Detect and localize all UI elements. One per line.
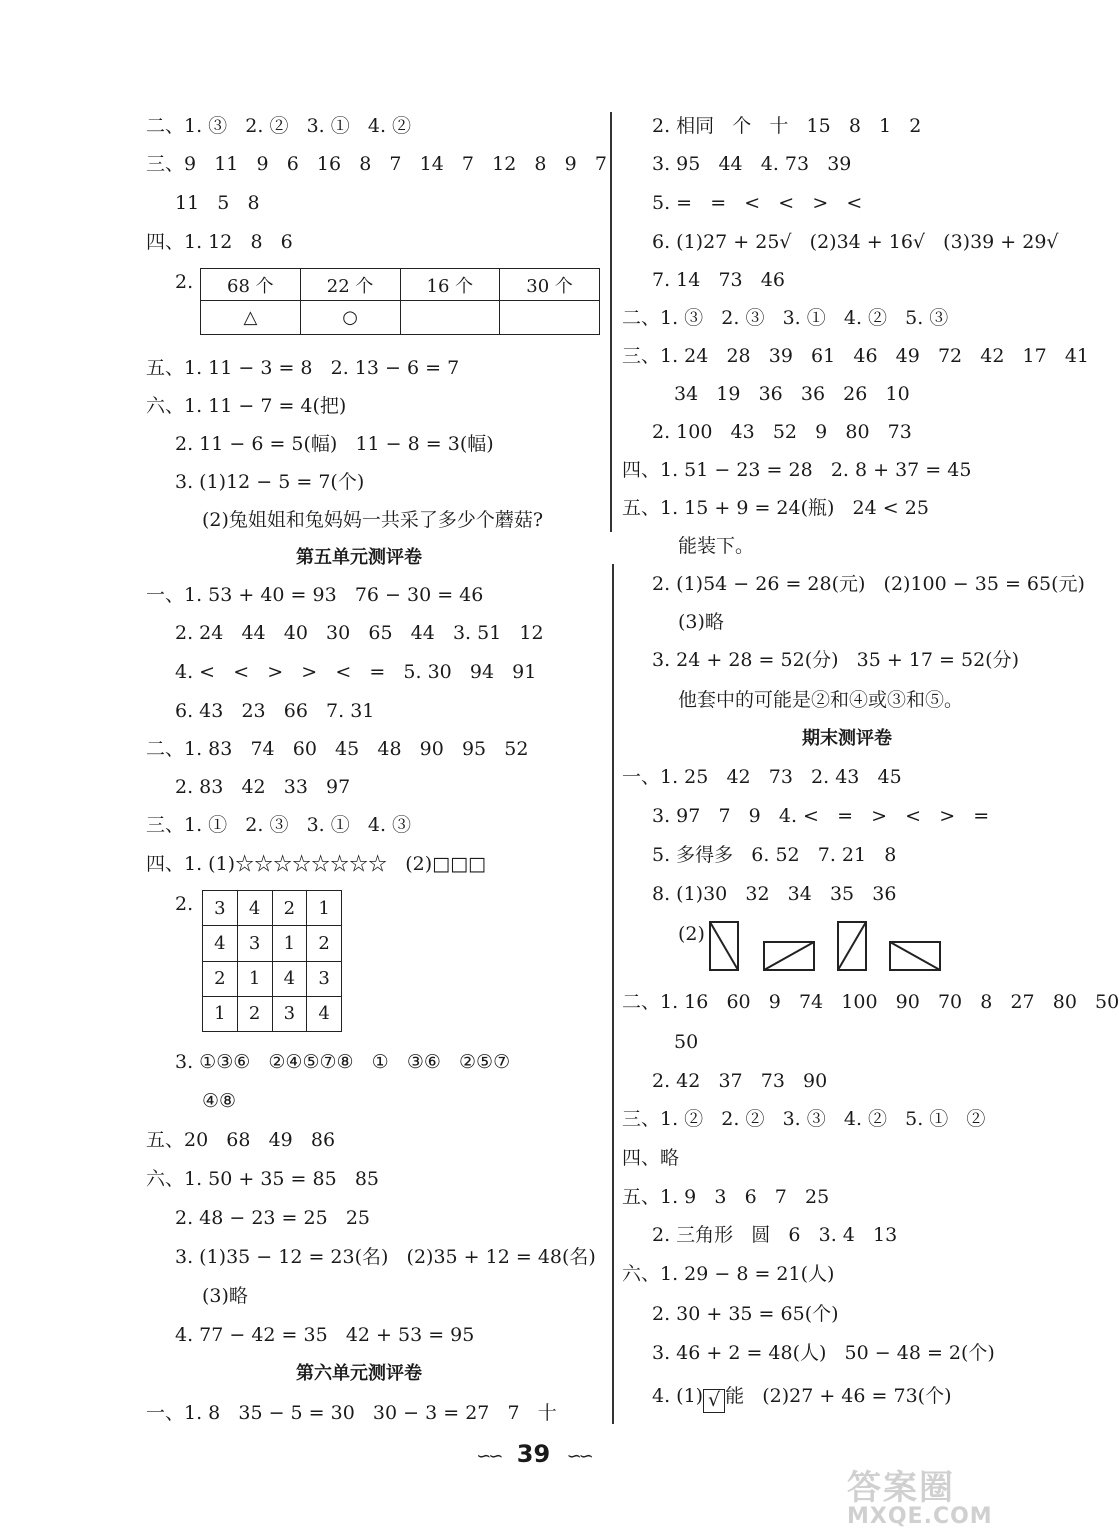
grid-cell: 1 [237, 961, 272, 996]
item-prefix: 4. (1) [652, 1385, 704, 1407]
answer-line: 3. (1)35 − 12 = 23(名) (2)35 + 12 = 48(名) [175, 1246, 596, 1268]
divided-rectangles-figure [706, 918, 946, 974]
grid-cell: 4 [307, 996, 342, 1031]
wave-ornament-right-icon: ∽∽ [566, 1446, 591, 1467]
grid-cell: 1 [203, 996, 238, 1031]
answer-line: 一、1. 53 + 40 = 93 76 − 30 = 46 [146, 584, 484, 606]
table-head-cell: 22 个 [300, 269, 400, 301]
item-number: 2. [175, 271, 194, 293]
answer-line: 三、9 11 9 6 16 8 7 14 7 12 8 9 7 [146, 153, 607, 175]
grid-cell: 2 [272, 891, 307, 926]
section-heading-unit6: 第六单元测评卷 [296, 1363, 422, 1384]
answer-line: 二、1. 16 60 9 74 100 90 70 8 27 80 50 [622, 991, 1119, 1013]
table-head-cell: 68 个 [201, 269, 301, 301]
answer-line: 2. 42 37 73 90 [652, 1070, 828, 1092]
answer-line: 2. 100 43 52 9 80 73 [652, 421, 912, 443]
diagonal-line [890, 942, 940, 970]
answer-line: 三、1. ② 2. ② 3. ③ 4. ② 5. ① ② [622, 1108, 986, 1130]
answer-line: 6. 43 23 66 7. 31 [175, 700, 375, 722]
answer-line: 五、1. 9 3 6 7 25 [622, 1186, 830, 1208]
answer-line: 2. (1)54 − 26 = 28(元) (2)100 − 35 = 65(元) [652, 573, 1085, 595]
page-footer [0, 1440, 1067, 1468]
answer-line: 3. (1)12 − 5 = 7(个) [175, 471, 365, 493]
answer-line: 3. 24 + 28 = 52(分) 35 + 17 = 52(分) [652, 649, 1019, 671]
number-grid [202, 890, 342, 1032]
column-divider-top [610, 112, 612, 532]
diagonal-line [838, 922, 866, 970]
answer-line: 六、1. 29 − 8 = 21(人) [622, 1263, 835, 1285]
answer-line: 5. = = < < > < [652, 192, 863, 214]
answer-table-shapes [200, 268, 600, 335]
diagonal-line [764, 942, 814, 970]
section-heading-unit5: 第五单元测评卷 [296, 547, 422, 568]
watermark-url: MXQE.COM [847, 1504, 993, 1529]
item-number: 2. [175, 893, 194, 915]
table-head-cell: 30 个 [500, 269, 600, 301]
wave-ornament-left-icon: ∽∽ [476, 1446, 501, 1467]
answer-line: 2. 30 + 35 = 65(个) [652, 1303, 839, 1325]
table-head-cell: 16 个 [400, 269, 500, 301]
answer-line: 3. 97 7 9 4. < = > < > = [652, 805, 990, 827]
right-column [618, 0, 1119, 1536]
grid-cell: 3 [272, 996, 307, 1031]
item-number: (2) [678, 923, 705, 945]
page-number: 39 [516, 1440, 551, 1468]
answer-line: (3)略 [678, 611, 724, 633]
answer-line: 5. 多得多 6. 52 7. 21 8 [652, 844, 897, 866]
grid-cell: 3 [307, 961, 342, 996]
answer-line: 34 19 36 36 26 10 [674, 383, 910, 405]
answer-line: 四、1. 12 8 6 [146, 231, 293, 253]
answer-line: 3. 46 + 2 = 48(人) 50 − 48 = 2(个) [652, 1342, 995, 1364]
answer-line: 二、1. 83 74 60 45 48 90 95 52 [146, 738, 529, 760]
item-suffix: 能 (2)27 + 46 = 73(个) [725, 1385, 952, 1407]
answer-line: 2. 三角形 圆 6 3. 4 13 [652, 1224, 898, 1246]
answer-line: 二、1. ③ 2. ③ 3. ① 4. ② 5. ③ [622, 307, 949, 329]
answer-line: 2. 83 42 33 97 [175, 776, 351, 798]
answer-line [652, 1384, 951, 1413]
circle-symbol: ○ [300, 301, 400, 335]
grid-cell: 1 [307, 891, 342, 926]
section-heading-final: 期末测评卷 [802, 728, 892, 749]
answer-line: 4. < < > > < = 5. 30 94 91 [175, 661, 537, 683]
answer-line: ④⑧ [202, 1090, 237, 1112]
table-cell [400, 301, 500, 335]
answer-line: 五、1. 15 + 9 = 24(瓶) 24 < 25 [622, 497, 929, 519]
answer-line: 一、1. 25 42 73 2. 43 45 [622, 766, 902, 788]
table-cell [500, 301, 600, 335]
answer-line: 四、1. (1)☆☆☆☆☆☆☆☆ (2)□□□ [146, 853, 486, 875]
grid-cell: 1 [272, 926, 307, 961]
watermark-text: 答案圈 [847, 1468, 955, 1508]
grid-cell: 2 [203, 961, 238, 996]
answer-line: 他套中的可能是②和④或③和⑤。 [678, 689, 964, 711]
answer-line: 2. 48 − 23 = 25 25 [175, 1207, 370, 1229]
grid-cell: 4 [272, 961, 307, 996]
answer-line: 三、1. 24 28 39 61 46 49 72 42 17 41 [622, 345, 1090, 367]
answer-line: (2)兔姐姐和兔妈妈一共采了多少个蘑菇? [202, 509, 544, 531]
site-watermark-logo [847, 1470, 1047, 1530]
column-divider-bottom [612, 564, 614, 1424]
grid-cell: 2 [307, 926, 342, 961]
triangle-symbol: △ [201, 301, 301, 335]
answer-line: 三、1. ① 2. ③ 3. ① 4. ③ [146, 814, 412, 836]
diagonal-line [710, 922, 738, 970]
answer-line: 6. (1)27 + 25√ (2)34 + 16√ (3)39 + 29√ [652, 231, 1059, 253]
answer-line: 六、1. 11 − 7 = 4(把) [146, 395, 347, 417]
answer-line: 能装下。 [678, 535, 755, 557]
grid-cell: 4 [237, 891, 272, 926]
grid-cell: 3 [203, 891, 238, 926]
answer-line: 二、1. ③ 2. ② 3. ① 4. ② [146, 115, 412, 137]
answer-line: (3)略 [202, 1285, 248, 1307]
answer-line: 3. 95 44 4. 73 39 [652, 153, 852, 175]
answer-line: 2. 11 − 6 = 5(幅) 11 − 8 = 3(幅) [175, 433, 494, 455]
checkmark-box: √ [703, 1389, 725, 1413]
answer-line: 11 5 8 [175, 192, 260, 214]
grid-cell: 2 [237, 996, 272, 1031]
grid-cell: 3 [237, 926, 272, 961]
answer-line: 3. ①③⑥ ②④⑤⑦⑧ ① ③⑥ ②⑤⑦ [175, 1051, 511, 1073]
answer-line: 8. (1)30 32 34 35 36 [652, 883, 897, 905]
answer-line: 2. 24 44 40 30 65 44 3. 51 12 [175, 622, 544, 644]
answer-line: 50 [674, 1031, 699, 1053]
answer-line: 四、1. 51 − 23 = 28 2. 8 + 37 = 45 [622, 459, 972, 481]
answer-line: 2. 相同 个 十 15 8 1 2 [652, 115, 922, 137]
answer-line: 一、1. 8 35 − 5 = 30 30 − 3 = 27 7 十 [146, 1402, 557, 1424]
grid-cell: 4 [203, 926, 238, 961]
answer-line: 4. 77 − 42 = 35 42 + 53 = 95 [175, 1324, 475, 1346]
answer-line: 四、略 [622, 1147, 680, 1169]
answer-line: 六、1. 50 + 35 = 85 85 [146, 1168, 379, 1190]
answer-line: 五、1. 11 − 3 = 8 2. 13 − 6 = 7 [146, 357, 460, 379]
answer-line: 五、20 68 49 86 [146, 1129, 336, 1151]
answer-line: 7. 14 73 46 [652, 269, 785, 291]
